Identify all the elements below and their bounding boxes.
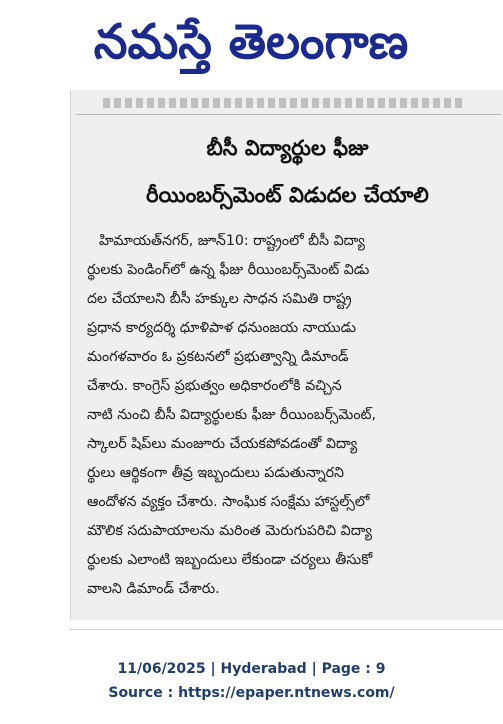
article-line: నాటి నుంచి బీసీ విద్యార్థులకు ఫీజు రీయింబర్స్‌మెంట్, [87, 407, 376, 423]
headline-line-2: రీయింబర్స్‌మెంట్ విడుదల చేయాలి [146, 183, 429, 207]
clipping-cut-text-remnant [103, 98, 463, 108]
article-line: దల చేయాలని బీసీ హక్కుల సాధన సమితి రాష్ట్ర [87, 291, 352, 307]
headline-line-1: బీసీ విద్యార్థుల ఫీజు [206, 136, 369, 160]
footer-source: Source : https://epaper.ntnews.com/ [108, 685, 395, 701]
article-line: ర్థులకు పెండింగ్‌లో ఉన్న ఫీజు రీయింబర్స్‌మెంట్ విడు [87, 262, 370, 278]
article-line: స్కాలర్ షిప్‌లు మంజూరు చేయకపోవడంతో విద్యా [87, 436, 358, 452]
article-line: వాలని డిమాండ్ చేశారు. [87, 581, 220, 597]
clipping-divider [76, 114, 501, 115]
article-line: ప్రధాన కార్యదర్శి ధూళిపాళ ధనుంజయ నాయుడు [87, 320, 356, 336]
article-line: మంగళవారం ఓ ప్రకటనలో ప్రభుత్వాన్ని డిమాండ్ [87, 349, 349, 365]
article-line: చేశారు. కాంగ్రెస్ ప్రభుత్వం అధికారంలోకి వచ్చిన [87, 378, 342, 394]
masthead-logo [0, 0, 503, 80]
footer-date-location: 11/06/2025 | Hyderabad | Page : 9 [117, 661, 386, 677]
article-body [87, 227, 489, 604]
article-line: మౌలిక సదుపాయాలను మరింత మెరుగుపరిచి విద్యా [87, 523, 372, 539]
article-line: ర్థులు ఆర్థికంగా తీవ్ర ఇబ్బందులు పడుతున్నారని [87, 465, 345, 481]
news-clipping [70, 90, 503, 620]
article-line: ర్థులకు ఎలాంటి ఇబ్బందులు లేకుండా చర్యలు తీసుకో [87, 552, 373, 568]
bottom-divider [70, 629, 503, 630]
masthead [0, 0, 503, 80]
masthead-title: నమస్తే తెలంగాణ [93, 14, 409, 70]
article-line: ఆందోళన వ్యక్తం చేశారు. సాంఘిక సంక్షేమ హాస్టల్స్‌లో [87, 494, 370, 510]
article-line: హిమాయత్‌నగర్, జూన్10: రాష్ట్రంలో బీసీ విద్యా [99, 233, 365, 249]
